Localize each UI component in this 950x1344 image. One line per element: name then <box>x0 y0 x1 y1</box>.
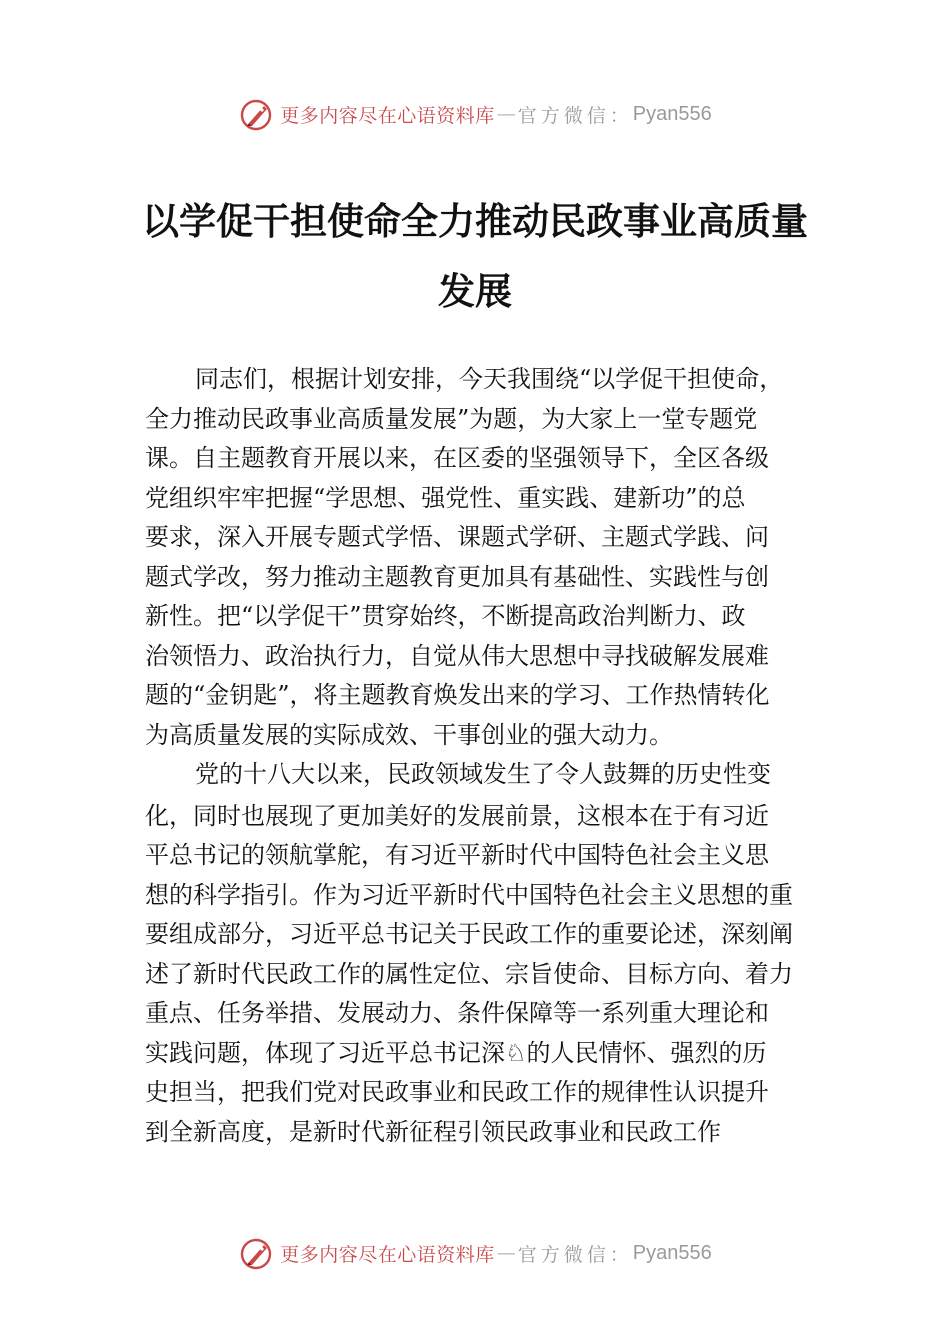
text-line: 想的科学指引。作为习近平新时代中国特色社会主义思想的重 <box>145 880 793 909</box>
text-line: 为高质量发展的实际成效、干事创业的强大动力。 <box>145 720 673 749</box>
pen-nib-logo-icon <box>238 1235 274 1271</box>
text-line: 要组成部分，习近平总书记关于民政工作的重要论述，深刻阐 <box>145 920 793 948</box>
banner-separator: — <box>496 103 516 125</box>
text-line: 同志们，根据计划安排，今天我围绕“以学促干担使命， <box>195 365 784 393</box>
text-line: 全力推动民政事业高质量发展”为题，为大家上一堂专题党 <box>145 404 758 433</box>
text-line: 治领悟力、政治执行力，自觉从伟大思想中寻找破解发展难 <box>145 641 769 670</box>
text-line: 史担当，把我们党对民政事业和民政工作的规律性认识提升 <box>145 1078 769 1106</box>
text-line: 题的“金钥匙”，将主题教育焕发出来的学习、工作热情转化 <box>145 681 770 709</box>
text-line: 实践问题，体现了习近平总书记深♘的人民情怀、强烈的历 <box>145 1038 767 1067</box>
banner-wechat-label: 官方微信： <box>517 1243 633 1266</box>
text-line: 述了新时代民政工作的属性定位、宗旨使命、目标方向、着力 <box>145 959 793 988</box>
banner-wechat-label: 官方微信： <box>517 104 633 127</box>
text-line: 重点、任务举措、发展动力、条件保障等一系列重大理论和 <box>145 999 769 1027</box>
pen-nib-logo-icon <box>238 96 274 132</box>
document-body <box>145 360 825 1152</box>
text-line: 平总书记的领航掌舵，有习近平新时代中国特色社会主义思 <box>145 841 769 869</box>
title-line: 以学促干担使命全力推动民政事业高质量 <box>142 199 808 243</box>
paragraph-1 <box>145 360 825 755</box>
text-line: 到全新高度，是新时代新征程引领民政事业和民政工作 <box>145 1117 721 1146</box>
document-title <box>100 186 850 326</box>
banner-wechat-id: Pyan556 <box>632 102 712 125</box>
banner-library-text: 更多内容尽在心语资料库 <box>280 104 495 127</box>
banner-library-text: 更多内容尽在心语资料库 <box>280 1243 495 1266</box>
text-line: 题式学改，努力推动主题教育更加具有基础性、实践性与创 <box>145 562 769 591</box>
header-banner <box>0 94 950 134</box>
footer-banner <box>0 1233 950 1273</box>
paragraph-2 <box>145 755 825 1152</box>
banner-separator: — <box>496 1242 516 1264</box>
text-line: 化，同时也展现了更加美好的发展前景，这根本在于有习近 <box>145 801 769 830</box>
banner-wechat-id: Pyan556 <box>632 1241 712 1264</box>
text-line: 新性。把“以学促干”贯穿始终，不断提高政治判断力、政 <box>145 602 746 630</box>
text-line: 党的十八大以来，民政领域发生了令人鼓舞的历史性变 <box>195 760 771 788</box>
title-line: 发展 <box>438 269 512 313</box>
text-line: 要求，深入开展专题式学悟、课题式学研、主题式学践、问 <box>145 523 769 551</box>
text-line: 党组织牢牢把握“学思想、强党性、重实践、建新功”的总 <box>145 483 746 512</box>
text-line: 课。自主题教育开展以来，在区委的坚强领导下，全区各级 <box>145 444 769 472</box>
